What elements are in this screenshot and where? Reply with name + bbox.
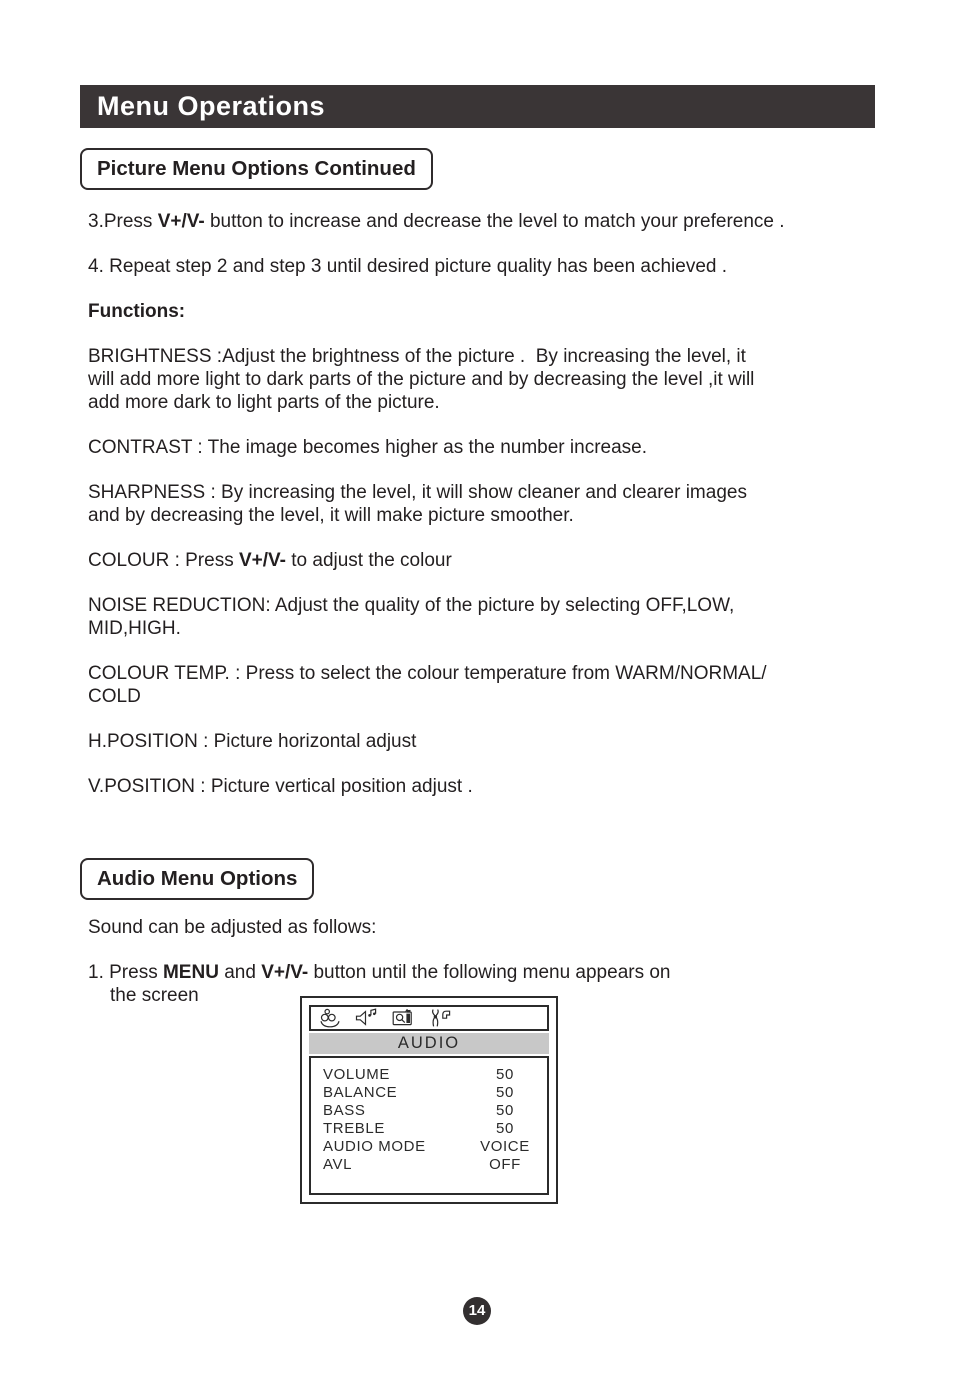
tools-icon [428,1008,452,1028]
colour-key: V+/V- [238,550,286,571]
colour-pre: COLOUR : Press [88,550,239,571]
step-4-text: 4. Repeat step 2 and step 3 until desired picture quality has been achieved . [88,256,728,277]
item-value: OFF [489,1156,521,1173]
brightness-description: BRIGHTNESS :Adjust the brightness of the picture . By increasing the level, it will add more light to dark parts of the picture and by decreasing the level ,it will add more dark to light parts of the picture. [88,346,755,413]
tv-magnifier-icon [391,1008,415,1028]
sharpness-description: SHARPNESS : By increasing the level, it will show cleaner and clearer images and by decreasing the level, it will make picture smoother. [88,482,747,526]
page-title: Menu Operations [80,85,875,128]
item-label: AUDIO MODE [323,1138,426,1155]
noise-reduction-description: NOISE REDUCTION: Adjust the quality of the picture by selecting OFF,LOW, MID,HIGH. [88,595,735,639]
step-1-menu-key: MENU [162,962,219,983]
picture-section-body [88,210,888,820]
item-label: VOLUME [323,1066,390,1083]
item-value: 50 [496,1084,514,1101]
picture-menu-heading: Picture Menu Options Continued [80,148,433,190]
item-label: BASS [323,1102,366,1119]
colour-description [88,549,888,572]
page-number-badge: 14 [463,1297,491,1325]
osd-items-panel [309,1056,549,1195]
speaker-notes-icon [354,1008,378,1028]
step-1-line2: the screen [110,985,199,1006]
item-value: 50 [496,1102,514,1119]
osd-title: AUDIO [309,1033,549,1054]
osd-row-audio-mode [311,1138,547,1156]
osd-tab-bar [309,1005,549,1031]
osd-row-balance [311,1084,547,1102]
item-label: BALANCE [323,1084,398,1101]
osd-row-bass [311,1102,547,1120]
step-3-text [88,210,888,233]
colour-temp-description: COLOUR TEMP. : Press to select the colour temperature from WARM/NORMAL/ COLD [88,663,767,707]
audio-menu-heading: Audio Menu Options [80,858,314,900]
step-1-pre: 1. Press [88,962,163,983]
step-3-post: button to increase and decrease the level to match your preference . [204,211,785,232]
step-3-pre: 3.Press [88,211,158,232]
film-projector-icon [319,1008,341,1028]
item-label: AVL [323,1156,353,1173]
osd-row-treble [311,1120,547,1138]
step-1-volume-key: V+/V- [261,962,309,983]
item-value: VOICE [480,1138,530,1155]
h-position-description: H.POSITION : Picture horizontal adjust [88,731,417,752]
functions-heading: Functions: [88,301,186,322]
osd-row-volume [311,1066,547,1084]
colour-post: to adjust the colour [285,550,452,571]
step-3-key: V+/V- [157,211,205,232]
v-position-description: V.POSITION : Picture vertical position adjust . [88,776,473,797]
osd-row-avl [311,1156,547,1174]
osd-menu-illustration [300,996,558,1204]
contrast-description: CONTRAST : The image becomes higher as the number increase. [88,437,647,458]
step-1-post: button until the following menu appears on [308,962,671,983]
item-value: 50 [496,1120,514,1137]
item-value: 50 [496,1066,514,1083]
audio-intro-text: Sound can be adjusted as follows: [88,917,377,938]
item-label: TREBLE [323,1120,385,1137]
step-1-mid: and [218,962,262,983]
